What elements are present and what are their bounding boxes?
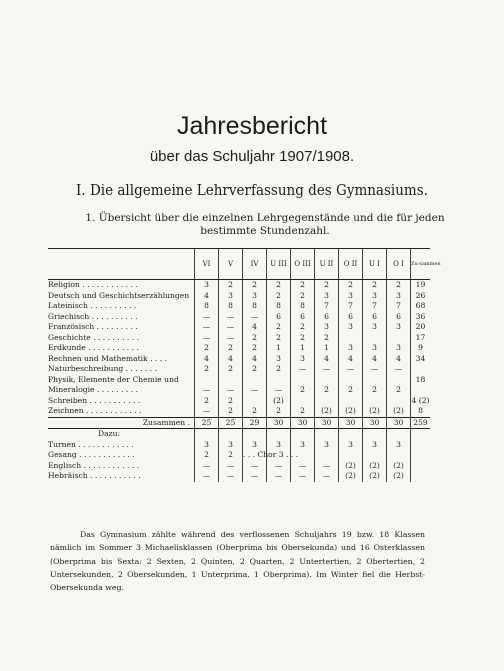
hours-cell: U I — [363, 249, 387, 280]
hours-cell: 1 — [291, 343, 315, 354]
hours-cell — [291, 429, 315, 440]
hours-cell: — — [363, 364, 387, 375]
total-cell — [411, 450, 431, 461]
table-row — [48, 280, 430, 291]
hours-cell: O III — [291, 249, 315, 280]
subject-cell: Zeichnen . . . . . . . . . . . . — [48, 406, 142, 415]
hours-cell: (2) — [363, 461, 387, 472]
hours-cell: 3 — [219, 291, 243, 302]
hours-cell: 3 — [243, 291, 267, 302]
hours-cell: 3 — [339, 343, 363, 354]
hours-cell: 3 — [363, 322, 387, 333]
hours-cell: — — [291, 364, 315, 375]
hours-cell: 2 — [195, 343, 219, 354]
hours-cell: VI — [195, 249, 219, 280]
hours-cell: 7 — [363, 301, 387, 312]
hours-cell: 3 — [291, 354, 315, 365]
hours-cell: (2) — [339, 461, 363, 472]
hours-cell: 2 — [219, 450, 243, 461]
subject-cell: Schreiben . . . . . . . . . . . — [48, 395, 141, 405]
hours-cell: — — [243, 471, 267, 482]
total-cell: 18 — [411, 375, 431, 386]
subject-cell: Französisch . . . . . . . . . — [48, 322, 138, 331]
hours-cell: 3 — [267, 440, 291, 451]
hours-cell: 1 — [267, 343, 291, 354]
total-cell: Zu-sammen — [411, 249, 431, 280]
hours-cell: 3 — [315, 291, 339, 302]
hours-cell: 30 — [291, 417, 315, 429]
hours-cell: 2 — [243, 343, 267, 354]
hours-cell: 6 — [291, 312, 315, 323]
hours-cell: U III — [267, 249, 291, 280]
hours-cell: 30 — [387, 417, 411, 429]
hours-cell: (2) — [267, 396, 291, 407]
hours-cell: 3 — [195, 280, 219, 291]
hours-cell: 3 — [291, 440, 315, 451]
table-row — [48, 375, 430, 386]
hours-cell: 4 — [243, 354, 267, 365]
hours-cell: 2 — [267, 406, 291, 417]
hours-cell: 2 — [387, 385, 411, 396]
hours-cell — [243, 429, 267, 440]
hours-cell: — — [195, 471, 219, 482]
hours-cell: 3 — [243, 440, 267, 451]
hours-cell: 29 — [243, 417, 267, 429]
table-row — [48, 312, 430, 323]
hours-cell — [267, 429, 291, 440]
hours-cell: 2 — [243, 333, 267, 344]
hours-cell: 6 — [315, 312, 339, 323]
hours-cell: — — [291, 461, 315, 472]
hours-cell — [315, 375, 339, 386]
hours-cell: — — [219, 385, 243, 396]
hours-cell: 3 — [363, 291, 387, 302]
table-row — [48, 322, 430, 333]
page-subtitle: über das Schuljahr 1907/1908. — [149, 148, 355, 165]
hours-cell: — — [291, 471, 315, 482]
sum-row — [48, 417, 430, 429]
hours-cell: 2 — [387, 280, 411, 291]
hours-cell: — — [339, 364, 363, 375]
hours-cell: 3 — [315, 322, 339, 333]
hours-cell: 2 — [291, 280, 315, 291]
hours-cell: (2) — [363, 471, 387, 482]
subsection-line-1: 1. Übersicht über die einzelnen Lehrgegenstände und die für jeden — [85, 212, 445, 224]
hours-cell: — — [315, 471, 339, 482]
hours-cell: 6 — [363, 312, 387, 323]
total-cell — [411, 440, 431, 451]
subject-cell: Turnen . . . . . . . . . . . . — [48, 439, 134, 449]
hours-cell: 2 — [195, 364, 219, 375]
hours-cell: 2 — [219, 406, 243, 417]
hours-cell — [339, 375, 363, 386]
hours-cell: 3 — [387, 322, 411, 333]
hours-cell: 2 — [219, 396, 243, 407]
table-row — [48, 396, 430, 407]
table-row — [48, 333, 430, 344]
hours-cell: 25 — [219, 417, 243, 429]
total-cell: 19 — [411, 280, 431, 291]
hours-cell: 4 — [315, 354, 339, 365]
hours-cell — [363, 429, 387, 440]
hours-cell: — — [267, 471, 291, 482]
hours-cell: 3 — [387, 343, 411, 354]
hours-cell — [291, 375, 315, 386]
subject-cell: Mineralogie . . . . . . . . . — [48, 385, 138, 394]
subject-cell: Lateinisch . . . . . . . . . . — [48, 301, 137, 310]
hours-cell: 3 — [387, 440, 411, 451]
hours-cell: 2 — [363, 280, 387, 291]
hours-cell: 2 — [291, 333, 315, 344]
hours-cell: 2 — [291, 291, 315, 302]
dazu-row — [48, 429, 430, 440]
hours-cell: — — [315, 461, 339, 472]
hours-cell: 4 — [195, 291, 219, 302]
subject-cell: Physik, Elemente der Chemie und — [48, 374, 179, 384]
total-cell: 8 — [411, 406, 431, 417]
hours-cell: 2 — [267, 280, 291, 291]
hours-cell: 2 — [219, 364, 243, 375]
hours-cell: (2) — [387, 406, 411, 417]
extra-row — [48, 440, 430, 451]
total-cell: 17 — [411, 333, 431, 344]
hours-cell: 2 — [243, 364, 267, 375]
hours-cell: 6 — [387, 312, 411, 323]
hours-cell — [339, 333, 363, 344]
total-cell — [411, 471, 431, 482]
hours-cell: 2 — [339, 280, 363, 291]
hours-cell: 2 — [267, 322, 291, 333]
hours-cell: — — [219, 333, 243, 344]
hours-cell: — — [195, 385, 219, 396]
hours-cell: 2 — [315, 333, 339, 344]
hours-cell: — — [267, 461, 291, 472]
hours-cell: (2) — [387, 471, 411, 482]
hours-cell: — — [267, 385, 291, 396]
table-row — [48, 301, 430, 312]
hours-cell: 2 — [243, 280, 267, 291]
hours-cell: — — [219, 471, 243, 482]
hours-cell: (2) — [387, 461, 411, 472]
hours-cell: 2 — [315, 280, 339, 291]
hours-cell: 2 — [363, 385, 387, 396]
hours-cell: — — [315, 364, 339, 375]
hours-cell: — — [243, 461, 267, 472]
hours-cell: 4 — [195, 354, 219, 365]
hours-cell: 2 — [339, 385, 363, 396]
subject-cell — [48, 249, 195, 280]
extra-row — [48, 461, 430, 472]
hours-cell — [363, 450, 387, 461]
hours-cell — [339, 450, 363, 461]
total-cell — [411, 429, 431, 440]
subsection-heading — [60, 212, 470, 238]
table-row — [48, 385, 430, 396]
subject-cell: Geschichte . . . . . . . . . . — [48, 332, 139, 342]
hours-cell: — — [387, 364, 411, 375]
total-cell: 20 — [411, 322, 431, 333]
hours-cell: 8 — [195, 301, 219, 312]
hours-cell: 4 — [219, 354, 243, 365]
subject-cell: Hebräisch . . . . . . . . . . . — [48, 471, 141, 480]
hours-cell: (2) — [339, 406, 363, 417]
total-cell — [411, 385, 431, 396]
subject-cell: Griechisch . . . . . . . . . . — [48, 311, 138, 321]
hours-cell: IV — [243, 249, 267, 280]
page-title: Jahresbericht — [176, 112, 328, 140]
hours-cell: 3 — [339, 322, 363, 333]
hours-cell: . . . Chor 3 . . . — [243, 450, 299, 459]
subject-cell: Erdkunde . . . . . . . . . . . — [48, 343, 139, 352]
hours-cell: 25 — [195, 417, 219, 429]
hours-cell: 2 — [219, 280, 243, 291]
hours-cell: — — [219, 312, 243, 323]
hours-cell: O II — [339, 249, 363, 280]
hours-cell — [339, 396, 363, 407]
total-cell: 26 — [411, 291, 431, 302]
hours-cell: 4 — [387, 354, 411, 365]
subject-cell: Englisch . . . . . . . . . . . . — [48, 460, 140, 470]
hours-cell: 6 — [267, 312, 291, 323]
hours-cell: — — [195, 461, 219, 472]
hours-cell — [387, 396, 411, 407]
hours-cell: (2) — [339, 471, 363, 482]
hours-cell: 8 — [219, 301, 243, 312]
hours-cell: 2 — [219, 343, 243, 354]
hours-cell: 30 — [267, 417, 291, 429]
subject-cell: Deutsch und Geschichtserzählungen — [48, 290, 190, 300]
hours-cell: 2 — [315, 385, 339, 396]
hours-cell: 2 — [291, 406, 315, 417]
hours-cell — [315, 429, 339, 440]
hours-cell: — — [195, 312, 219, 323]
hours-cell: 1 — [315, 343, 339, 354]
hours-cell: 3 — [219, 440, 243, 451]
hours-cell — [243, 396, 267, 407]
hours-cell: 3 — [315, 440, 339, 451]
table-row — [48, 343, 430, 354]
hours-cell: V — [219, 249, 243, 280]
hours-cell — [387, 450, 411, 461]
hours-cell: 7 — [387, 301, 411, 312]
hours-cell: (2) — [315, 406, 339, 417]
hours-cell: 8 — [267, 301, 291, 312]
header-row — [48, 249, 430, 280]
hours-cell: 7 — [339, 301, 363, 312]
hours-cell — [339, 429, 363, 440]
hours-cell: 3 — [363, 440, 387, 451]
hours-cell — [267, 375, 291, 386]
hours-cell: — — [243, 385, 267, 396]
hours-cell — [387, 333, 411, 344]
lesson-hours-table — [48, 248, 441, 482]
subsection-line-2: bestimmte Stundenzahl. — [200, 225, 330, 237]
hours-cell: 3 — [195, 440, 219, 451]
subject-cell: Zusammen . — [48, 417, 195, 429]
hours-cell — [291, 396, 315, 407]
hours-cell: 2 — [243, 406, 267, 417]
total-cell: 259 — [411, 417, 431, 429]
section-heading: I. Die allgemeine Lehrverfassung des Gymnasiums. — [76, 181, 428, 199]
total-cell: 68 — [411, 301, 431, 312]
hours-cell: 2 — [195, 450, 219, 461]
hours-cell: U II — [315, 249, 339, 280]
total-cell: 36 — [411, 312, 431, 323]
hours-cell: O I — [387, 249, 411, 280]
table-row — [48, 364, 430, 375]
total-cell: 4 (2) — [411, 395, 430, 405]
hours-cell: 2 — [291, 322, 315, 333]
hours-cell — [387, 375, 411, 386]
hours-cell: 30 — [315, 417, 339, 429]
hours-cell: 8 — [291, 301, 315, 312]
total-cell — [411, 461, 431, 472]
hours-cell: — — [219, 322, 243, 333]
hours-cell: 4 — [339, 354, 363, 365]
hours-cell: 8 — [243, 301, 267, 312]
hours-cell: 3 — [339, 291, 363, 302]
table-row — [48, 291, 430, 302]
subject-cell: Naturbeschreibung . . . . . . . — [48, 364, 157, 373]
hours-cell — [195, 375, 219, 386]
hours-cell — [315, 396, 339, 407]
hours-cell: — — [195, 333, 219, 344]
hours-cell: 3 — [339, 440, 363, 451]
paragraph-text: Das Gymnasium zählte während des verflossenen Schuljahrs 19 bzw. 18 Klassen nämlich im Sommer 3 Michaelisklassen (Oberprima bis Obersekunda) und 16 Osterklassen (Oberprima bis Sexta: 2 Sexten, 2 Quinten, 2 Quarten, 2 Untertertien, 2 Obertertien, 2 Untersekunden, 2 Obersekunden, 1 Unterprima, 1 Oberprima). Im Winter fiel die Herbst-Obersekunda weg. — [50, 530, 425, 593]
subject-cell: Rechnen und Mathematik . . . . — [48, 353, 167, 363]
hours-cell: — — [195, 406, 219, 417]
hours-cell: 2 — [267, 333, 291, 344]
hours-cell: 2 — [267, 364, 291, 375]
hours-cell: — — [243, 312, 267, 323]
extra-row — [48, 450, 430, 461]
hours-cell — [219, 429, 243, 440]
hours-cell: 2 — [291, 385, 315, 396]
hours-cell — [315, 450, 339, 461]
hours-cell — [195, 429, 219, 440]
table-row — [48, 354, 430, 365]
hours-cell — [363, 375, 387, 386]
hours-cell: — — [219, 461, 243, 472]
hours-cell: 3 — [387, 291, 411, 302]
hours-cell: — — [195, 322, 219, 333]
hours-cell: 3 — [363, 343, 387, 354]
subject-cell: Dazu: — [98, 429, 121, 438]
subject-cell: Religion . . . . . . . . . . . . — [48, 280, 138, 289]
table-row — [48, 406, 430, 417]
hours-cell: (2) — [363, 406, 387, 417]
hours-cell: 30 — [339, 417, 363, 429]
hours-cell: 2 — [267, 291, 291, 302]
total-cell — [411, 364, 431, 375]
hours-cell: 2 — [195, 396, 219, 407]
hours-cell: 3 — [267, 354, 291, 365]
extra-row — [48, 471, 430, 482]
hours-cell: 4 — [363, 354, 387, 365]
hours-cell: 30 — [363, 417, 387, 429]
hours-cell: 6 — [339, 312, 363, 323]
hours-cell — [387, 429, 411, 440]
total-cell: 9 — [411, 343, 431, 354]
hours-cell: 7 — [315, 301, 339, 312]
hours-cell: 4 — [243, 322, 267, 333]
subject-cell: Gesang . . . . . . . . . . . . — [48, 450, 135, 459]
total-cell: 34 — [411, 354, 431, 365]
hours-cell — [219, 375, 243, 386]
hours-cell — [243, 375, 267, 386]
hours-cell — [363, 333, 387, 344]
hours-cell — [363, 396, 387, 407]
body-paragraph — [50, 528, 425, 594]
